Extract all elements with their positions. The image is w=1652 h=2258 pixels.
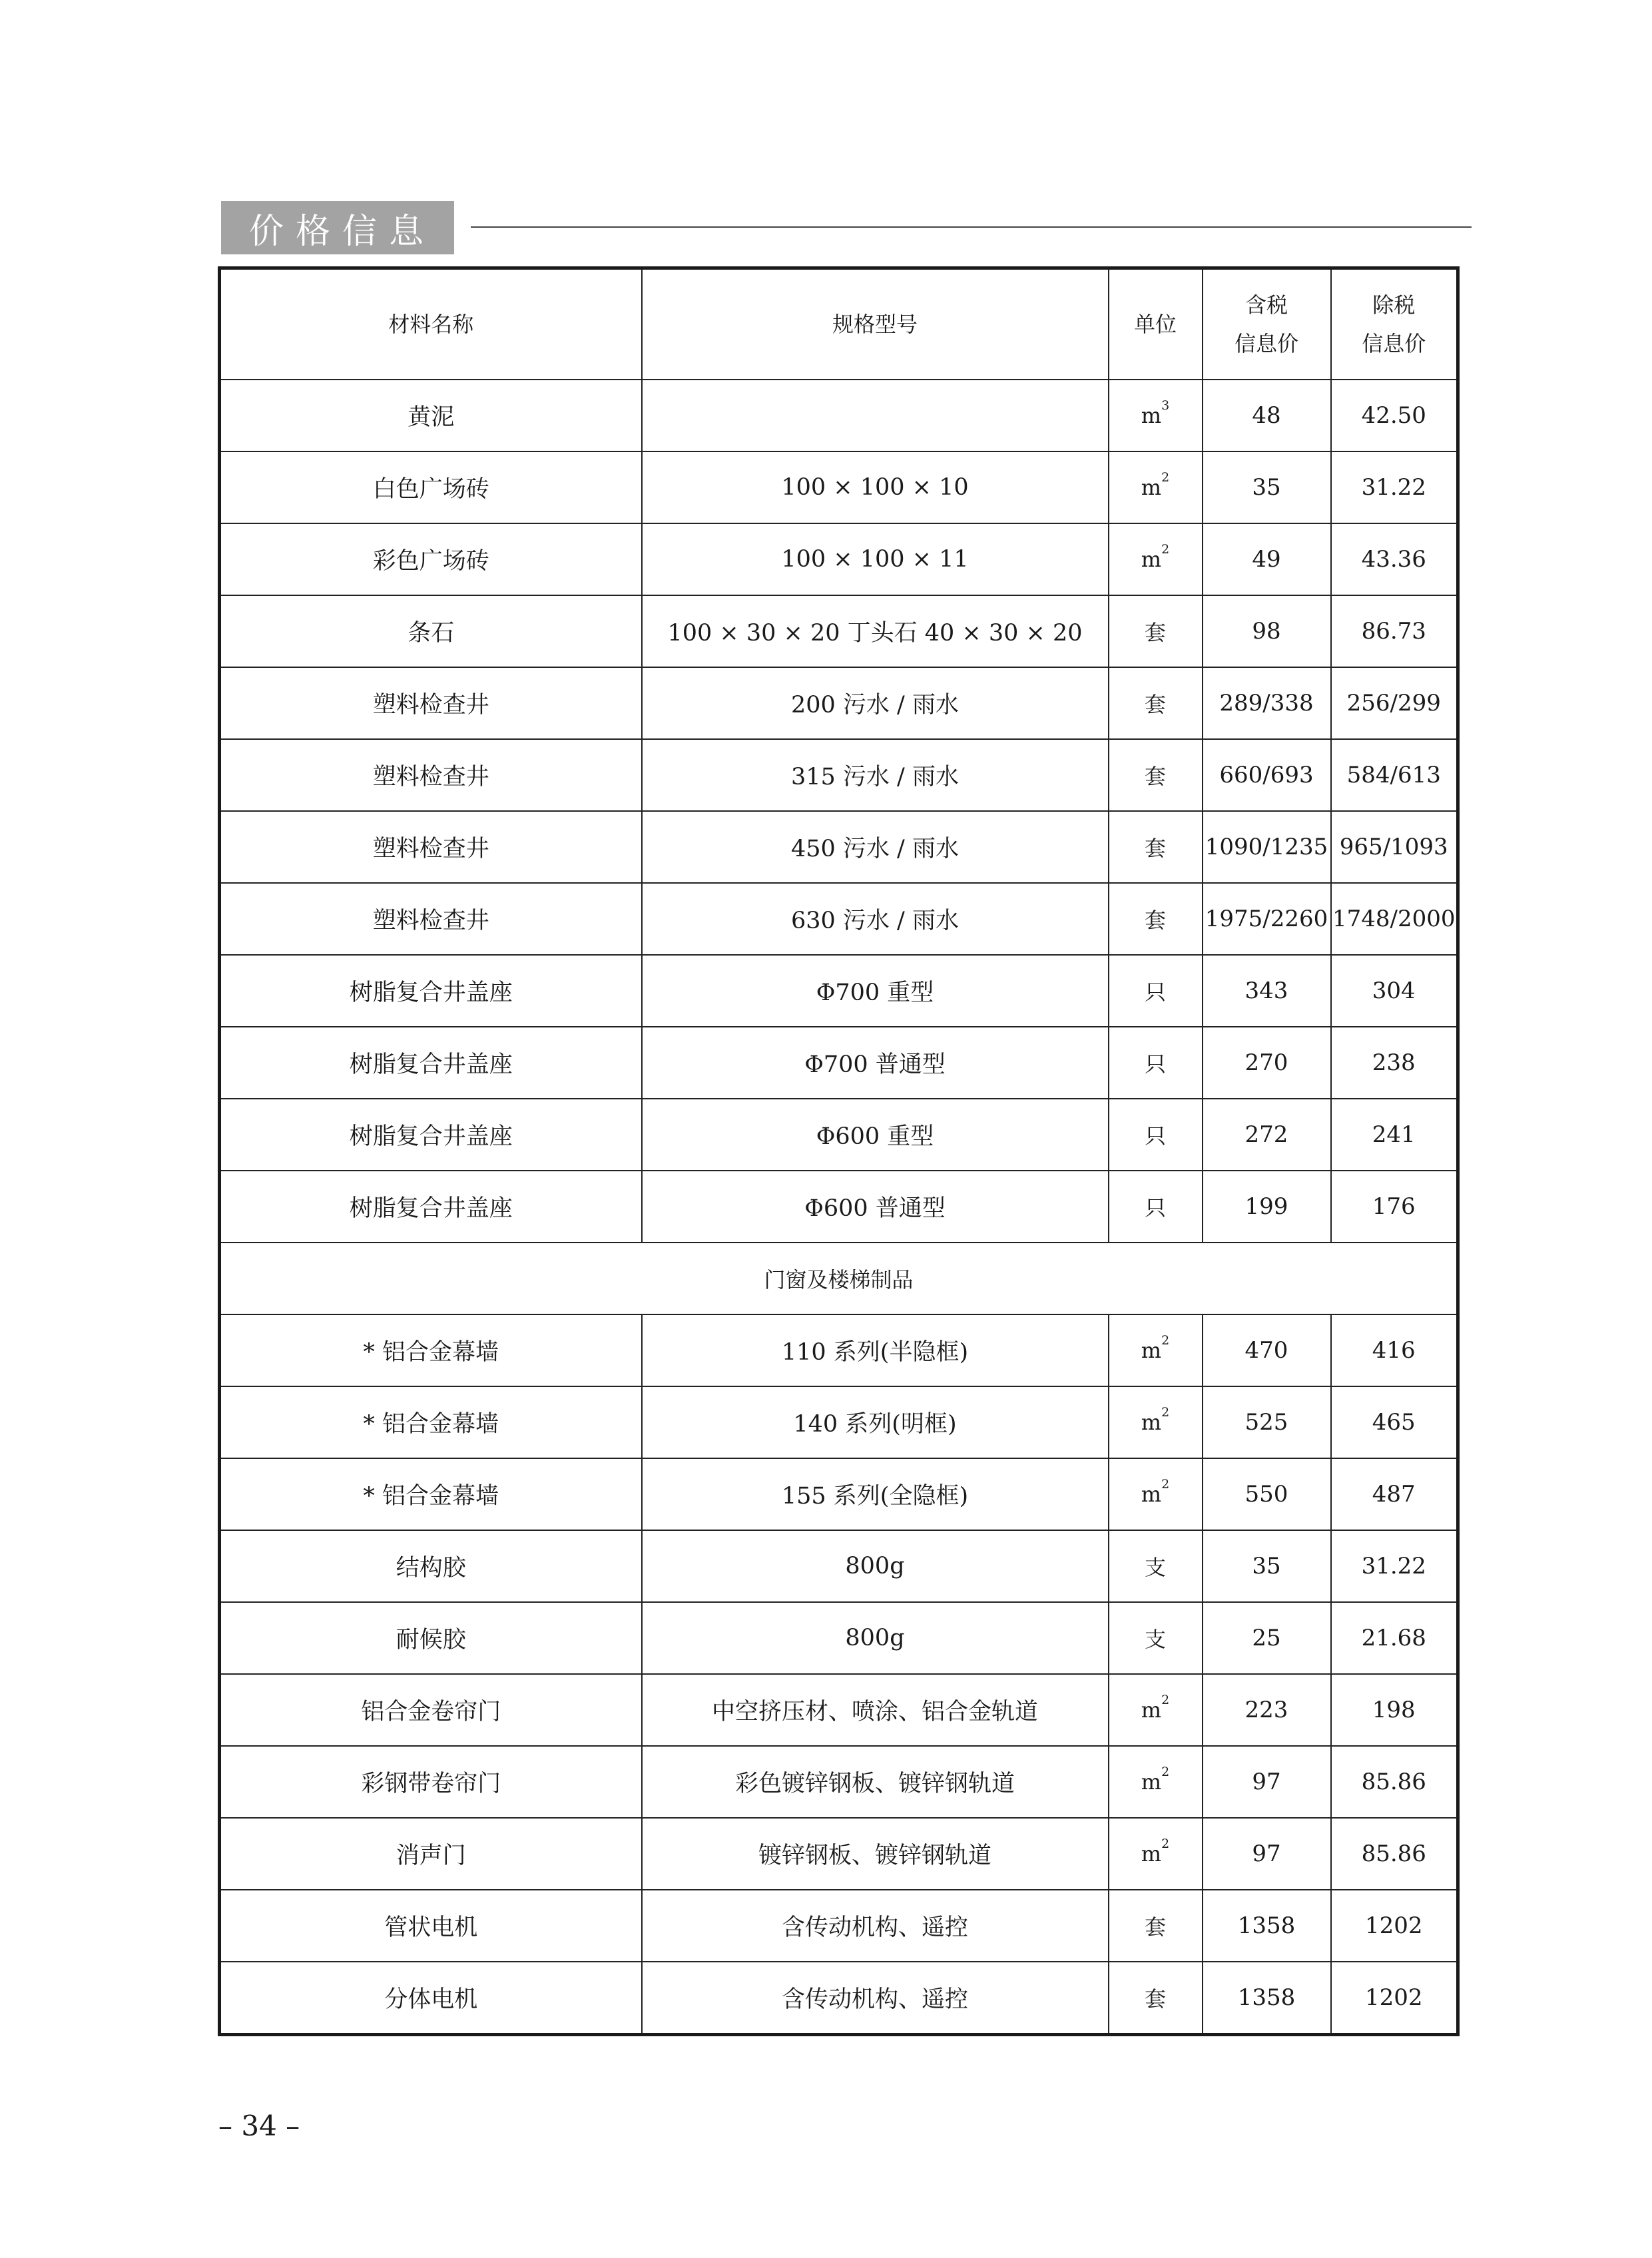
unit-cell: [1109, 451, 1203, 523]
header-tax-exclusive-line1: 除税: [1372, 292, 1416, 318]
price-tax-exclusive: 31.22: [1331, 451, 1458, 523]
unit-superscript: 2: [1161, 1333, 1170, 1348]
table-row: [220, 1386, 1458, 1458]
material-name: 白色广场砖: [220, 451, 642, 523]
unit-base: 套: [1144, 692, 1166, 717]
table-body-doors: [220, 1314, 1458, 2035]
price-tax-inclusive: 470: [1203, 1314, 1331, 1386]
unit-base: m: [1141, 1697, 1162, 1723]
category-row: [220, 1243, 1458, 1314]
table-row: [220, 1314, 1458, 1386]
unit-base: 只: [1144, 980, 1166, 1005]
price-tax-exclusive: 304: [1331, 955, 1458, 1027]
price-tax-inclusive: 1358: [1203, 1890, 1331, 1962]
unit-cell: [1109, 523, 1203, 595]
header-spec: [642, 268, 1109, 380]
unit-cell: [1109, 1602, 1203, 1674]
header-rule: [471, 226, 1472, 228]
price-tax-inclusive: 270: [1203, 1027, 1331, 1099]
price-tax-exclusive: 42.50: [1331, 380, 1458, 451]
unit-superscript: 2: [1161, 1477, 1170, 1492]
spec-model: 315 污水 / 雨水: [642, 739, 1109, 811]
unit-cell: [1109, 955, 1203, 1027]
unit-cell: [1109, 380, 1203, 451]
price-tax-exclusive: 584/613: [1331, 739, 1458, 811]
price-tax-inclusive: 272: [1203, 1099, 1331, 1171]
unit-base: 套: [1144, 620, 1166, 645]
table-row: [220, 523, 1458, 595]
spec-model: 200 污水 / 雨水: [642, 667, 1109, 739]
unit-superscript: 2: [1161, 1693, 1170, 1707]
material-name: * 铝合金幕墙: [220, 1386, 642, 1458]
header-tax-inclusive: [1203, 268, 1331, 380]
unit-cell: [1109, 811, 1203, 883]
price-tax-inclusive: 1358: [1203, 1962, 1331, 2035]
unit-base: 只: [1144, 1123, 1166, 1149]
material-name: 结构胶: [220, 1530, 642, 1602]
price-tax-exclusive: 1202: [1331, 1962, 1458, 2035]
material-name: * 铝合金幕墙: [220, 1458, 642, 1530]
price-tax-exclusive: 85.86: [1331, 1818, 1458, 1890]
price-tax-exclusive: 256/299: [1331, 667, 1458, 739]
table-row: [220, 1602, 1458, 1674]
unit-cell: [1109, 1674, 1203, 1746]
unit-superscript: 2: [1161, 1836, 1170, 1851]
table-row: [220, 1818, 1458, 1890]
material-name: 塑料检查井: [220, 739, 642, 811]
spec-model: 800g: [642, 1602, 1109, 1674]
spec-model: 155 系列(全隐框): [642, 1458, 1109, 1530]
unit-cell: [1109, 595, 1203, 667]
price-tax-exclusive: 31.22: [1331, 1530, 1458, 1602]
spec-model: 630 污水 / 雨水: [642, 883, 1109, 955]
unit-cell: [1109, 1386, 1203, 1458]
spec-model: Φ600 重型: [642, 1099, 1109, 1171]
unit-cell: [1109, 1530, 1203, 1602]
price-tax-inclusive: 25: [1203, 1602, 1331, 1674]
material-name: 树脂复合井盖座: [220, 1171, 642, 1243]
price-tax-inclusive: 343: [1203, 955, 1331, 1027]
unit-base: m: [1141, 403, 1162, 428]
header-tax-exclusive-line2: 信息价: [1362, 331, 1426, 356]
spec-model: 中空挤压材、喷涂、铝合金轨道: [642, 1674, 1109, 1746]
price-tax-inclusive: 35: [1203, 1530, 1331, 1602]
unit-superscript: 2: [1161, 1405, 1170, 1420]
spec-model: 含传动机构、遥控: [642, 1890, 1109, 1962]
table-row: [220, 883, 1458, 955]
price-tax-exclusive: 198: [1331, 1674, 1458, 1746]
material-name: 塑料检查井: [220, 883, 642, 955]
table-row: [220, 1890, 1458, 1962]
unit-cell: [1109, 1962, 1203, 2035]
price-tax-inclusive: 525: [1203, 1386, 1331, 1458]
material-name: 铝合金卷帘门: [220, 1674, 642, 1746]
price-tax-exclusive: 21.68: [1331, 1602, 1458, 1674]
table-row: [220, 1099, 1458, 1171]
price-tax-inclusive: 199: [1203, 1171, 1331, 1243]
header-tax-inclusive-line1: 含税: [1244, 292, 1288, 318]
table-row: [220, 1530, 1458, 1602]
price-tax-exclusive: 416: [1331, 1314, 1458, 1386]
price-tax-exclusive: 1202: [1331, 1890, 1458, 1962]
price-tax-inclusive: 660/693: [1203, 739, 1331, 811]
header-spec-label: 规格型号: [832, 312, 918, 337]
price-tax-inclusive: 48: [1203, 380, 1331, 451]
unit-base: m: [1141, 1769, 1162, 1795]
table-row: [220, 1962, 1458, 2035]
price-tax-inclusive: 97: [1203, 1746, 1331, 1818]
table-row: [220, 739, 1458, 811]
price-tax-exclusive: 465: [1331, 1386, 1458, 1458]
unit-superscript: 3: [1161, 398, 1170, 413]
material-name: 耐候胶: [220, 1602, 642, 1674]
unit-base: 套: [1144, 908, 1166, 933]
material-name: 消声门: [220, 1818, 642, 1890]
material-name: 彩钢带卷帘门: [220, 1746, 642, 1818]
unit-base: 支: [1144, 1627, 1166, 1652]
unit-base: 只: [1144, 1195, 1166, 1221]
unit-cell: [1109, 883, 1203, 955]
material-name: 黄泥: [220, 380, 642, 451]
spec-model: 140 系列(明框): [642, 1386, 1109, 1458]
unit-superscript: 2: [1161, 1765, 1170, 1779]
unit-cell: [1109, 1314, 1203, 1386]
header-unit: [1109, 268, 1203, 380]
unit-base: 支: [1144, 1555, 1166, 1580]
unit-cell: [1109, 1746, 1203, 1818]
unit-base: m: [1141, 1410, 1162, 1435]
price-tax-exclusive: 43.36: [1331, 523, 1458, 595]
material-name: 树脂复合井盖座: [220, 955, 642, 1027]
material-name: 树脂复合井盖座: [220, 1099, 642, 1171]
spec-model: 100 × 100 × 11: [642, 523, 1109, 595]
section-title: 价格信息: [221, 201, 454, 254]
spec-model: 100 × 100 × 10: [642, 451, 1109, 523]
header-tax-inclusive-line2: 信息价: [1234, 331, 1298, 356]
unit-base: m: [1141, 1841, 1162, 1866]
unit-cell: [1109, 1890, 1203, 1962]
unit-base: m: [1141, 1482, 1162, 1507]
material-name: 塑料检查井: [220, 667, 642, 739]
price-tax-inclusive: 97: [1203, 1818, 1331, 1890]
category-section: [220, 1243, 1458, 1314]
header-tax-exclusive: [1331, 268, 1458, 380]
price-tax-exclusive: 238: [1331, 1027, 1458, 1099]
unit-cell: [1109, 1171, 1203, 1243]
price-tax-inclusive: 98: [1203, 595, 1331, 667]
table-body-main: [220, 380, 1458, 1243]
header-name: [220, 268, 642, 380]
table-row: [220, 1674, 1458, 1746]
price-tax-inclusive: 289/338: [1203, 667, 1331, 739]
table-row: [220, 1027, 1458, 1099]
page-number: – 34 –: [218, 2110, 300, 2142]
spec-model: 彩色镀锌钢板、镀锌钢轨道: [642, 1746, 1109, 1818]
unit-base: m: [1141, 475, 1162, 500]
material-name: 树脂复合井盖座: [220, 1027, 642, 1099]
table-row: [220, 955, 1458, 1027]
spec-model: [642, 380, 1109, 451]
price-tax-exclusive: 1748/2000: [1331, 883, 1458, 955]
material-name: * 铝合金幕墙: [220, 1314, 642, 1386]
spec-model: 含传动机构、遥控: [642, 1962, 1109, 2035]
unit-base: 套: [1144, 1914, 1166, 1940]
table-row: [220, 380, 1458, 451]
price-tax-inclusive: 1090/1235: [1203, 811, 1331, 883]
spec-model: Φ700 普通型: [642, 1027, 1109, 1099]
unit-cell: [1109, 739, 1203, 811]
price-tax-inclusive: 1975/2260: [1203, 883, 1331, 955]
material-name: 彩色广场砖: [220, 523, 642, 595]
table-row: [220, 667, 1458, 739]
table-row: [220, 595, 1458, 667]
material-name: 塑料检查井: [220, 811, 642, 883]
unit-cell: [1109, 1027, 1203, 1099]
spec-model: 450 污水 / 雨水: [642, 811, 1109, 883]
spec-model: 镀锌钢板、镀锌钢轨道: [642, 1818, 1109, 1890]
price-tax-exclusive: 487: [1331, 1458, 1458, 1530]
price-tax-exclusive: 176: [1331, 1171, 1458, 1243]
unit-cell: [1109, 1099, 1203, 1171]
spec-model: 110 系列(半隐框): [642, 1314, 1109, 1386]
price-tax-exclusive: 965/1093: [1331, 811, 1458, 883]
unit-base: m: [1141, 1338, 1162, 1363]
price-tax-inclusive: 223: [1203, 1674, 1331, 1746]
unit-cell: [1109, 1458, 1203, 1530]
table-row: [220, 1458, 1458, 1530]
price-tax-inclusive: 35: [1203, 451, 1331, 523]
unit-superscript: 2: [1161, 470, 1170, 485]
unit-base: m: [1141, 547, 1162, 572]
price-tax-exclusive: 241: [1331, 1099, 1458, 1171]
table-row: [220, 1746, 1458, 1818]
unit-base: 只: [1144, 1051, 1166, 1077]
price-tax-inclusive: 49: [1203, 523, 1331, 595]
material-name: 分体电机: [220, 1962, 642, 2035]
table-row: [220, 811, 1458, 883]
spec-model: Φ700 重型: [642, 955, 1109, 1027]
price-tax-exclusive: 85.86: [1331, 1746, 1458, 1818]
spec-model: 800g: [642, 1530, 1109, 1602]
unit-superscript: 2: [1161, 542, 1170, 557]
material-name: 条石: [220, 595, 642, 667]
spec-model: 100 × 30 × 20 丁头石 40 × 30 × 20: [642, 595, 1109, 667]
header-name-label: 材料名称: [388, 312, 474, 337]
unit-base: 套: [1144, 764, 1166, 789]
price-tax-inclusive: 550: [1203, 1458, 1331, 1530]
table-header-row: [220, 268, 1458, 380]
table-row: [220, 451, 1458, 523]
material-name: 管状电机: [220, 1890, 642, 1962]
category-label: 门窗及楼梯制品: [220, 1243, 1458, 1314]
unit-cell: [1109, 667, 1203, 739]
header-unit-label: 单位: [1133, 312, 1177, 337]
unit-cell: [1109, 1818, 1203, 1890]
unit-base: 套: [1144, 1986, 1166, 2012]
spec-model: Φ600 普通型: [642, 1171, 1109, 1243]
table-row: [220, 1171, 1458, 1243]
price-tax-exclusive: 86.73: [1331, 595, 1458, 667]
price-table: [218, 266, 1460, 2036]
unit-base: 套: [1144, 836, 1166, 861]
